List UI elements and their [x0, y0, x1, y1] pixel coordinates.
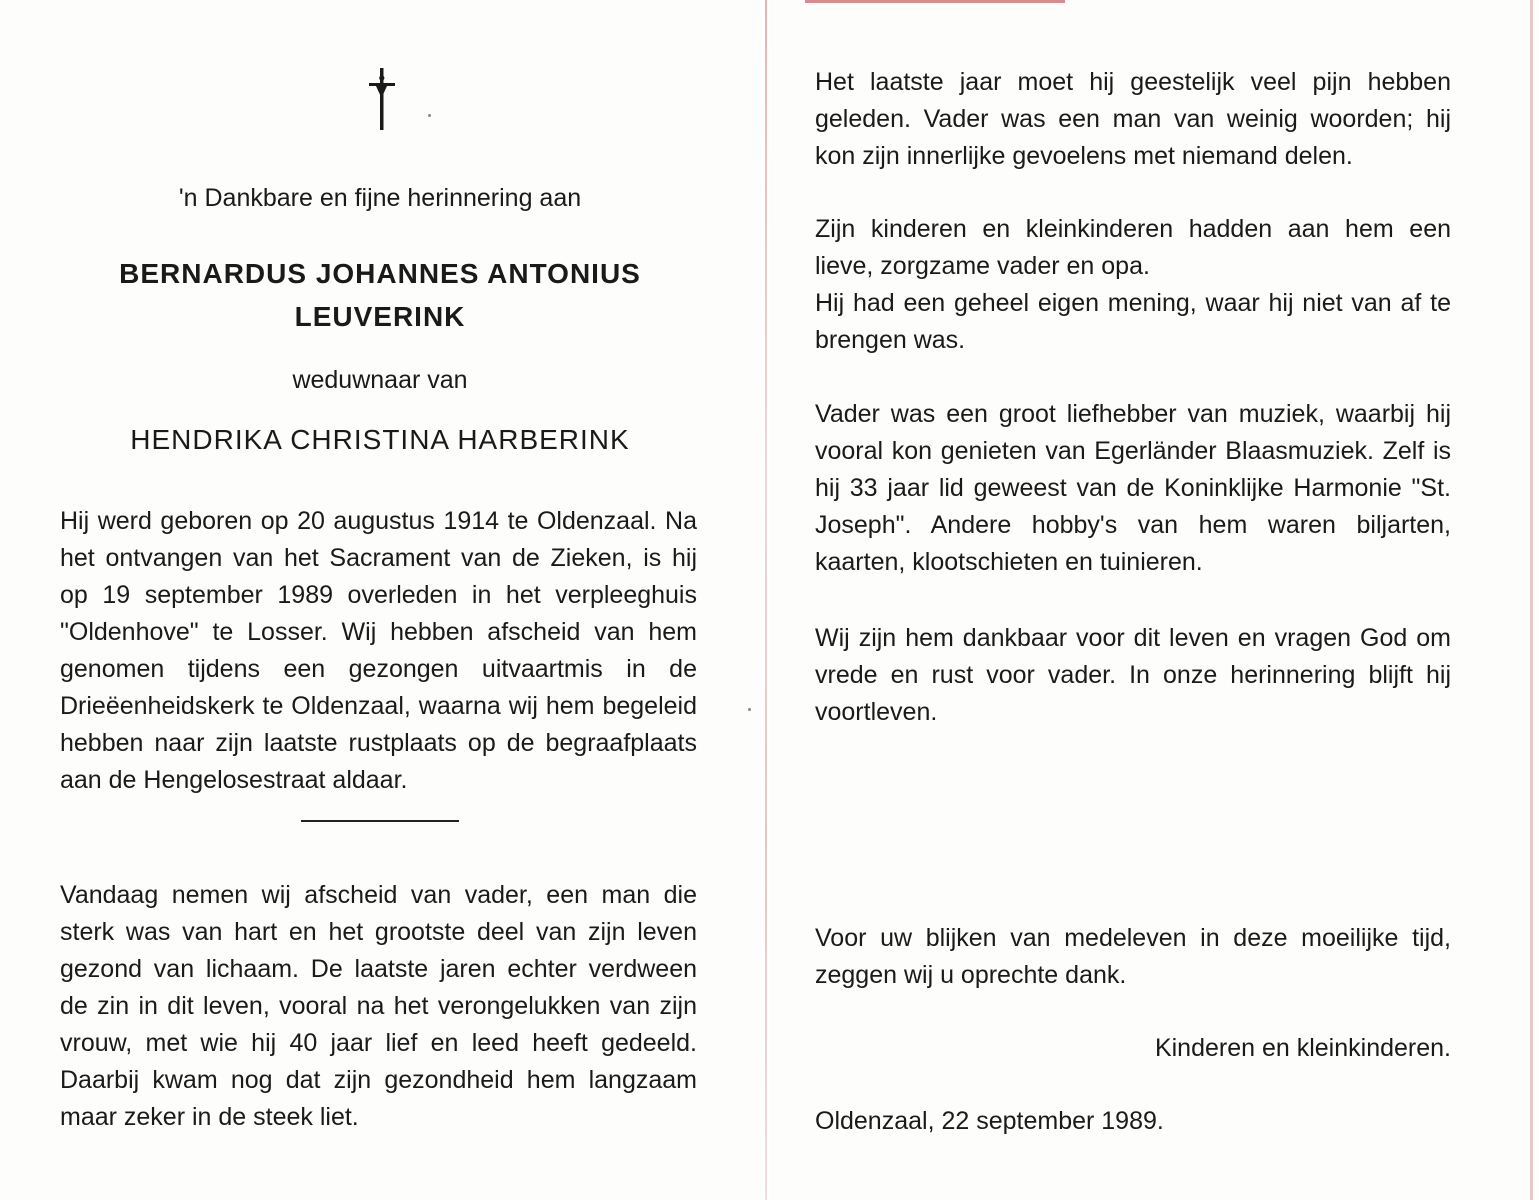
place-and-date: Oldenzaal, 22 september 1989.: [815, 1107, 1164, 1135]
farewell-paragraph: Vandaag nemen wij afscheid van vader, een man die sterk was van hart en het grootste deel van zijn leven gezond van lichaam. De laatste jaren echter verdween de zin in dit leven, vooral na het verongelukken van zijn vrouw, met wie hij 40 jaar lief en leed heeft gedeeld. Daarbij kwam nog dat zijn gezondheid hem langzaam maar zeker in de steek liet.: [60, 881, 697, 1131]
deceased-name: [60, 252, 700, 338]
paper-speck: [748, 708, 751, 711]
family-paragraph-line-1: Zijn kinderen en kleinkinderen hadden aan hem een lieve, zorgzame vader en opa.: [815, 215, 1451, 280]
fold-line: [765, 0, 767, 1200]
cross-icon: [367, 68, 397, 130]
wife-name: HENDRIKA CHRISTINA HARBERINK: [130, 424, 630, 455]
deceased-name-line-1: BERNARDUS JOHANNES ANTONIUS: [119, 258, 641, 289]
section-divider: [301, 820, 459, 822]
family-paragraph-line-2: Hij had een geheel eigen mening, waar hij niet van af te brengen was.: [815, 289, 1451, 354]
family-paragraph: [815, 211, 1451, 359]
biography-paragraph: Hij werd geboren op 20 augustus 1914 te Oldenzaal. Na het ontvangen van het Sacrament van de Zieken, is hij op 19 september 1989 overleden in het verpleeghuis "Oldenhove" te Losser. Wij hebben afscheid van hem genomen tijdens een gezongen uitvaartmis in de Drieëenheidskerk te Oldenzaal, waarna wij hem begeleid hebben naar zijn laatste rustplaats op de begraafplaats aan de Hengelosestraat aldaar.: [60, 507, 697, 794]
gratitude-paragraph: Wij zijn hem dankbaar voor dit leven en vragen God om vrede en rust voor vader. In onze herinnering blijft hij voortleven.: [815, 624, 1451, 726]
right-edge-line: [1530, 0, 1533, 1200]
right-page: [770, 0, 1539, 1200]
hobbies-paragraph: Vader was een groot liefhebber van muziek, waarbij hij vooral kon genieten van Egerländer Blaasmuziek. Zelf is hij 33 jaar lid geweest van de Koninklijke Harmonie "St. Joseph". Andere hobby's van hem waren biljarten, kaarten, klootschieten en tuinieren.: [815, 400, 1451, 576]
thanks-paragraph: Voor uw blijken van medeleven in deze moeilijke tijd, zeggen wij u oprechte dank.: [815, 924, 1451, 989]
top-edge-line: [805, 0, 1065, 3]
deceased-name-line-2: LEUVERINK: [294, 301, 466, 332]
widower-of-text: weduwnaar van: [292, 366, 468, 394]
last-year-paragraph: Het laatste jaar moet hij geestelijk veel pijn hebben geleden. Vader was een man van weinig woorden; hij kon zijn innerlijke gevoelens met niemand delen.: [815, 68, 1451, 170]
intro-text: 'n Dankbare en fijne herinnering aan: [178, 184, 582, 212]
signature: Kinderen en kleinkinderen.: [1154, 1034, 1451, 1062]
paper-speck: [428, 114, 431, 117]
